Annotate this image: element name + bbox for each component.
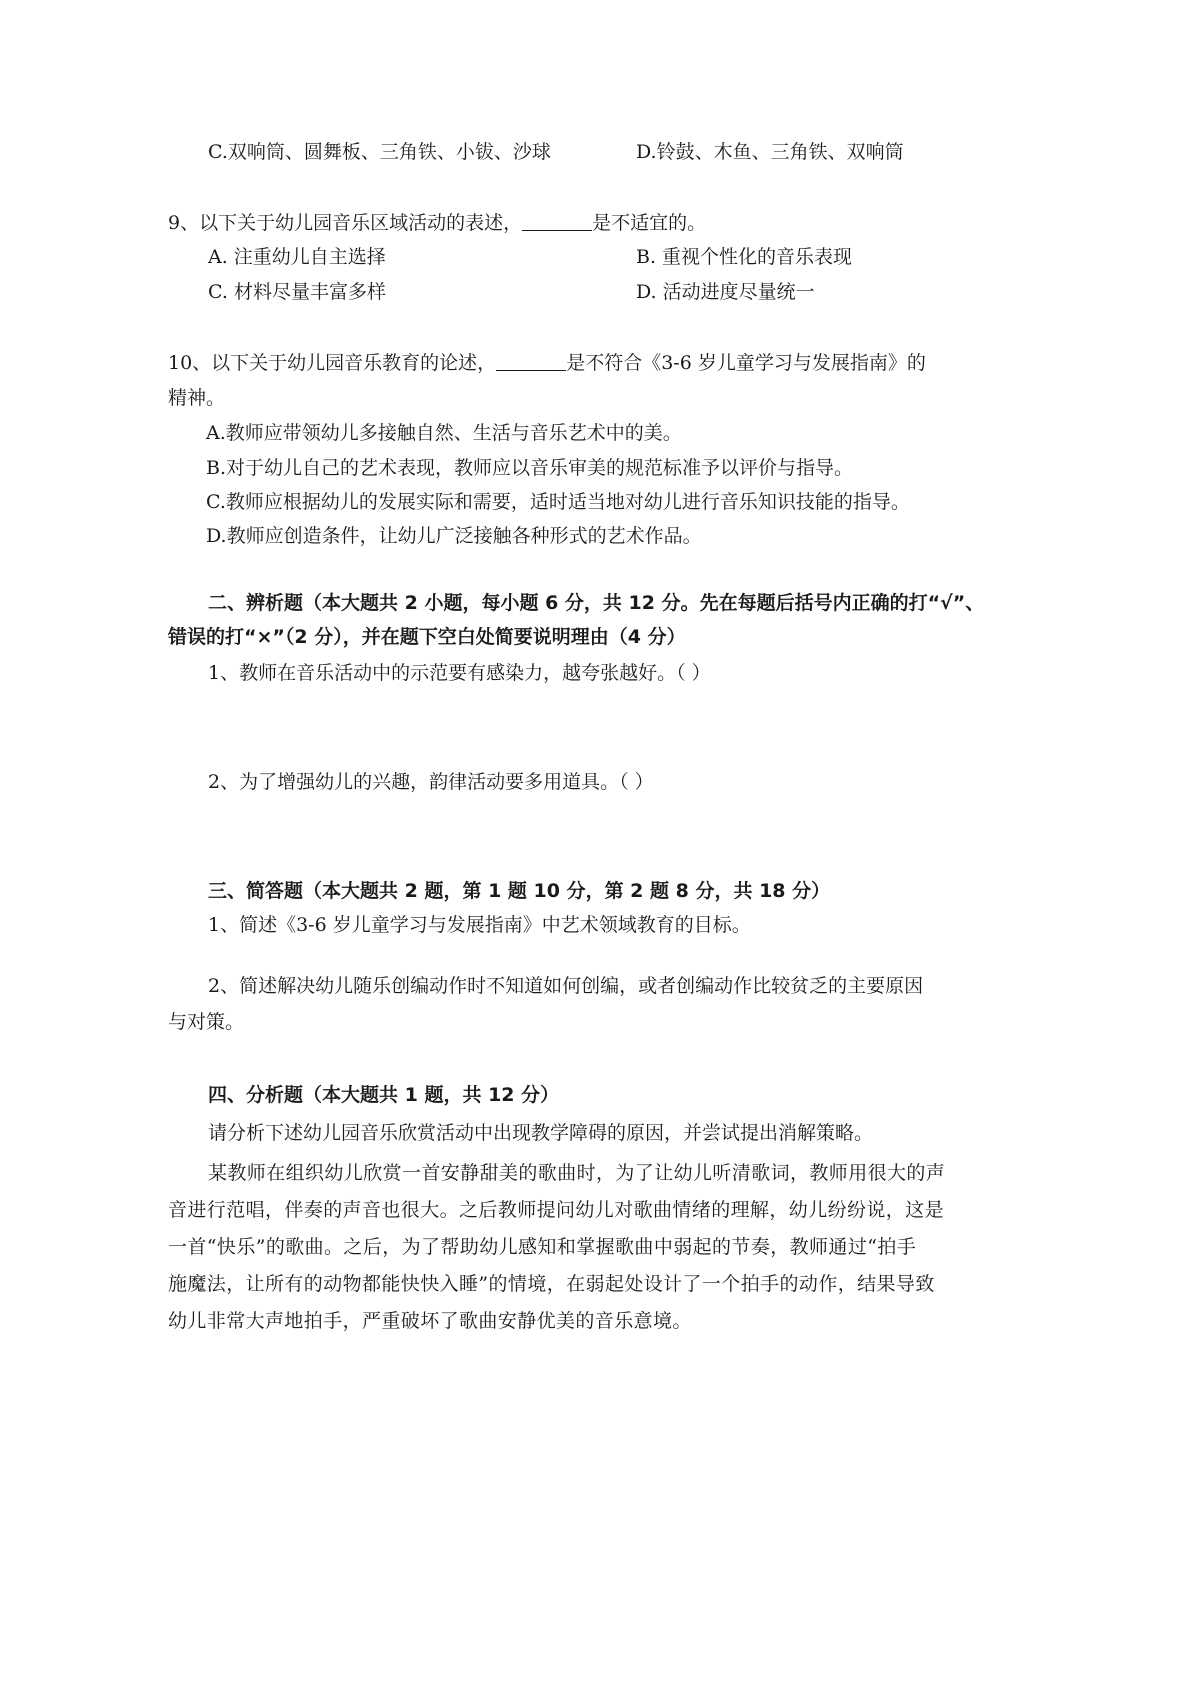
q10-stem-after: 是不符合《3-6 岁儿童学习与发展指南》的	[566, 352, 926, 374]
q9-stem-after: 是不适宜的。	[592, 212, 707, 234]
q9-stem-before: 9、以下关于幼儿园音乐区域活动的表述，	[168, 212, 523, 234]
q9-option-b: B. 重视个性化的音乐表现	[636, 246, 853, 268]
case-line: 某教师在组织幼儿欣赏一首安静甜美的歌曲时，为了让幼儿听清歌词，教师用很大的声	[208, 1162, 946, 1184]
case-line: 施魔法，让所有的动物都能快快入睡”的情境，在弱起处设计了一个拍手的动作，结果导致	[168, 1273, 935, 1295]
q10-stem-before: 10、以下关于幼儿园音乐教育的论述，	[168, 352, 497, 374]
q9-stem	[168, 211, 706, 235]
q8-option-d: D.铃鼓、木鱼、三角铁、双响筒	[636, 141, 904, 163]
q10-option-a: A.教师应带领幼儿多接触自然、生活与音乐艺术中的美。	[206, 422, 682, 444]
section3-heading: 三、简答题（本大题共 2 题，第 1 题 10 分，第 2 题 8 分，共 18 分）	[208, 880, 831, 902]
section2-heading-line2: 错误的打“×”（2 分），并在题下空白处简要说明理由（4 分）	[168, 626, 686, 648]
section2-item-1: 1、教师在音乐活动中的示范要有感染力，越夸张越好。（ ）	[208, 662, 711, 684]
q10-option-b: B.对于幼儿自己的艺术表现，教师应以音乐审美的规范标准予以评价与指导。	[206, 457, 854, 479]
case-line: 幼儿非常大声地拍手，严重破坏了歌曲安静优美的音乐意境。	[168, 1310, 692, 1332]
section3-item-1: 1、简述《3-6 岁儿童学习与发展指南》中艺术领域教育的目标。	[208, 914, 751, 936]
q8-option-c: C.双响筒、圆舞板、三角铁、小钹、沙球	[208, 141, 551, 163]
section3-item-2-line2: 与对策。	[168, 1011, 245, 1033]
q9-option-a: A. 注重幼儿自主选择	[208, 246, 386, 268]
answer-blank	[496, 352, 566, 371]
section4-heading: 四、分析题（本大题共 1 题，共 12 分）	[208, 1084, 560, 1106]
q10-option-d: D.教师应创造条件，让幼儿广泛接触各种形式的艺术作品。	[206, 525, 702, 547]
section2-item-2: 2、为了增强幼儿的兴趣，韵律活动要多用道具。（ ）	[208, 771, 654, 793]
q10-stem	[168, 351, 926, 375]
section4-prompt: 请分析下述幼儿园音乐欣赏活动中出现教学障碍的原因，并尝试提出消解策略。	[208, 1122, 874, 1144]
case-line: 一首“快乐”的歌曲。之后，为了帮助幼儿感知和掌握歌曲中弱起的节奏，教师通过“拍手	[168, 1236, 917, 1258]
answer-blank	[522, 212, 592, 231]
case-line: 音进行范唱，伴奏的声音也很大。之后教师提问幼儿对歌曲情绪的理解，幼儿纷纷说，这是	[168, 1199, 945, 1221]
q10-stem-line2: 精神。	[168, 387, 226, 409]
q10-option-c: C.教师应根据幼儿的发展实际和需要，适时适当地对幼儿进行音乐知识技能的指导。	[206, 491, 910, 513]
section2-heading: 二、辨析题（本大题共 2 小题，每小题 6 分，共 12 分。先在每题后括号内正确的打“√”、	[208, 592, 985, 614]
q9-option-d: D. 活动进度尽量统一	[636, 281, 815, 303]
q9-option-c: C. 材料尽量丰富多样	[208, 281, 386, 303]
section3-item-2: 2、简述解决幼儿随乐创编动作时不知道如何创编，或者创编动作比较贫乏的主要原因	[208, 975, 924, 997]
